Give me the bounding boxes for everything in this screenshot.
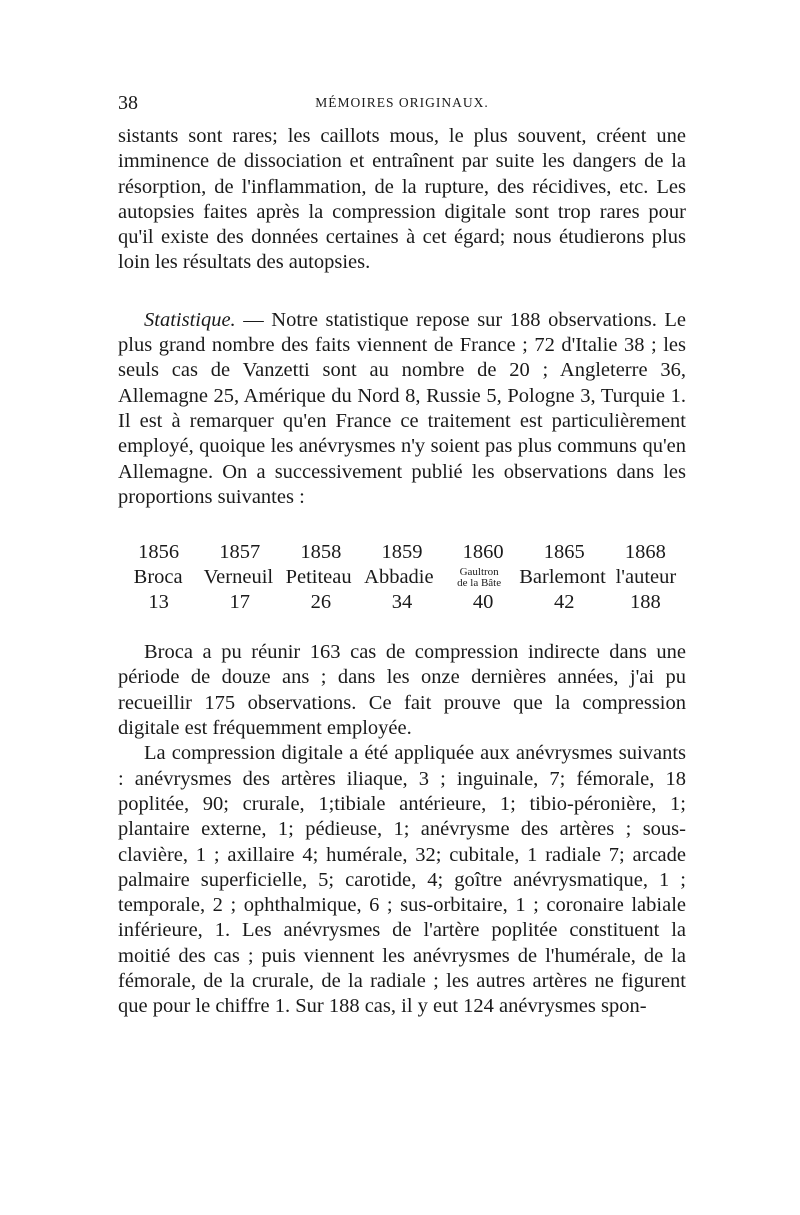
- stats-year: 1856: [138, 541, 180, 564]
- running-head: [118, 90, 686, 116]
- stats-author-gaultron-line2: de la Bâte: [457, 577, 502, 590]
- stats-author: Abbadie: [364, 566, 434, 589]
- stats-count: 188: [630, 591, 661, 614]
- stats-count: 26: [310, 591, 332, 614]
- stats-author: l'auteur: [615, 566, 677, 589]
- stats-year: 1860: [462, 541, 504, 564]
- stats-count: 34: [391, 591, 413, 614]
- stats-author-row: [118, 564, 686, 590]
- stats-author: Verneuil: [203, 566, 274, 589]
- page-number: 38: [118, 92, 138, 114]
- stats-author: Barlemont: [519, 566, 606, 589]
- paragraph-compression-digitale: La compression digitale a été appliquée aux anévrysmes suivants : anévrysmes des artères iliaque, 3 ; inguinale, 7; fémorale, 18 poplitée, 90; crurale, 1;tibiale antérieure, 1; tibio-péronière, 1; plantaire externe, 1; pédieuse, 1; anévrysme des artères ; sous-clavière, 1 ; axillaire 4; humérale, 32; cubitale, 1 radiale 7; arcade palmaire superficielle, 5; carotide, 4; goître anévrysmatique, 1 ; temporale, 2 ; ophthalmique, 6 ; sus-orbitaire, 1 ; coronaire labiale inférieure, 1. Les anévrysmes de l'artère poplitée constituent la moitié des cas ; puis viennent les anévrysmes de l'humérale, de la fémorale, de la crurale, de la radiale ; les autres artères ne figurent que pour le chiffre 1. Sur 188 cas, il y eut 124 anévrysmes spon-: [118, 742, 686, 1018]
- stats-author-gaultron-stack: [457, 567, 501, 589]
- stats-count-row: [118, 590, 686, 614]
- paragraph-statistique: [118, 308, 686, 510]
- statistics-table: [118, 540, 686, 614]
- stats-count: 17: [229, 591, 250, 614]
- stats-author: Broca: [133, 566, 183, 589]
- stats-author-gaultron-line1: Gaultron: [459, 566, 499, 579]
- stats-count: 42: [554, 591, 575, 614]
- stats-count: 40: [472, 591, 494, 614]
- stats-year: 1868: [624, 541, 666, 564]
- stats-year-row: [118, 540, 686, 564]
- statistique-runin-heading: Statistique.: [144, 308, 236, 331]
- stats-author-gaultron: [439, 565, 519, 589]
- stats-author: Petiteau: [285, 566, 352, 589]
- stats-count: 13: [148, 591, 169, 614]
- statistique-text: — Notre statistique repose sur 188 observations. Le plus grand nombre des faits viennent de France ; 72 d'Italie 38 ; les seuls cas de Vanzetti sont au nombre de 20 ; Angleterre 36, Allemagne 25, Amérique du Nord 8, Russie 5, Pologne 3, Turquie 1. Il est à remarquer qu'en France ce traitement est particulièrement employé, quoique les anévrysmes n'y soient pas plus communs qu'en Allemagne. On a successivement publié les observations dans les proportions suivantes :: [118, 308, 686, 508]
- stats-year: 1865: [543, 541, 585, 564]
- stats-year: 1858: [300, 541, 342, 564]
- stats-year: 1857: [219, 541, 261, 564]
- paragraph-broca: Broca a pu réunir 163 cas de compression indirecte dans une période de douze ans ; dans les onze dernières années, j'ai pu recueillir 175 observations. Ce fait prouve que la compression digitale est fréquemment employée.: [118, 641, 686, 740]
- paragraph-autopsies: sistants sont rares; les caillots mous, le plus souvent, créent une imminence de dissociation et entraînent par suite les dangers de la résorption, de l'inflammation, de la rupture, des récidives, etc. Les autopsies faites après la compression digitale sont trop rares pour qu'il existe des données certaines à cet égard; nous étudierons plus loin les résultats des autopsies.: [118, 125, 686, 274]
- book-page: [118, 90, 686, 1020]
- stats-year: 1859: [381, 541, 423, 564]
- running-title: MÉMOIRES ORIGINAUX.: [315, 95, 489, 110]
